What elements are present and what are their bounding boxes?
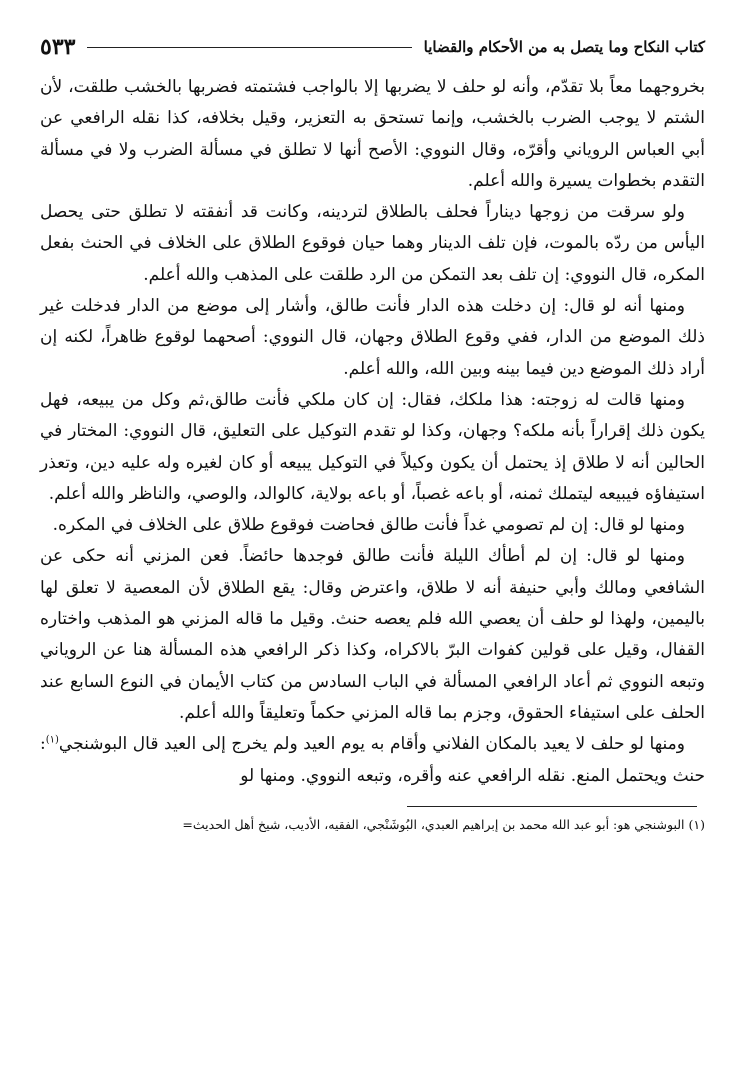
main-text [40, 72, 705, 792]
paragraph: ومنها قالت له زوجته: هذا ملكك، فقال: إن كان ملكي فأنت طالق،ثم وكل من يبيعه، فهل يكون ذلك إقراراً بأنه ملكه؟ وجهان، وكذا لو تقدم التوكيل على التعليق، قال النووي: المختار في الحالين أنه لا طلاق إذ يحتمل أن يكون وكيلاً في التوكيل يبيعه أو كان لغيره وله عليه دين، وتعذر استيفاؤه فيبيعه ليتملك ثمنه، أو باعه غصباً، أو باعه بولاية، كالوالد، والوصي، والناظر والله أعلم. [40, 389, 705, 504]
running-header [40, 30, 705, 64]
paragraph-tail: : حنث ويحتمل المنع. نقله الرافعي عنه وأقره، وتبعه النووي. ومنها لو [40, 734, 705, 786]
paragraph-text: ومنها لو حلف لا يعيد بالمكان الفلاني وأقام به يوم العيد ولم يخرج إلى العيد قال البوشنجي [58, 734, 685, 755]
footnote-divider [407, 806, 697, 807]
footnote: (١) البوشنجي هو: أبو عبد الله محمد بن إبراهيم العبدي، البُوشَنْجي، الفقيه، الأديب، شيخ أهل الحديث= [182, 816, 705, 832]
paragraph: ولو سرقت من زوجها ديناراً فحلف بالطلاق لتردينه، وكانت قد أنفقته لا تطلق حتى يحصل اليأس من ردّه بالموت، فإن تلف الدينار وهما حيان فوقوع الطلاق على الخلاف في الحنث بفعل المكره، قال النووي: إن تلف بعد التمكن من الرد طلقت على المذهب والله أعلم. [40, 202, 705, 285]
paragraph: ومنها لو قال: إن لم تصومي غداً فأنت طالق فحاضت فوقوع طلاق على الخلاف في المكره. [52, 515, 685, 536]
page [40, 30, 705, 835]
paragraph: ومنها لو قال: إن لم أطأك الليلة فأنت طالق فوجدها حائضاً. فعن المزني أنه حكى عن الشافعي ومالك وأبي حنيفة أنه لا طلاق، واعترض وقال: يقع الطلاق لأن المعصية لا تعلق لها باليمين، ولهذا لو حلف أن يعصي الله فلم يعصه حنث. وقيل ما قاله المزني هو المذهب واختاره القفال، وقيل على قولين كفوات البرّ بالاكراه، وكذا ذكر الرافعي هذه المسألة هنا عن الروياني وتبعه النووي ثم أعاد الرافعي المسألة في الباب السادس من كتاب الأيمان في النوع السابع عند الحلف على استيفاء الحقوق، وجزم بما قاله المزني حكماً وتعليقاً والله أعلم. [40, 546, 705, 723]
page-number: ٥٣٣ [40, 34, 76, 60]
header-title: كتاب النكاح وما يتصل به من الأحكام والقضايا [423, 38, 705, 56]
paragraph: ومنها أنه لو قال: إن دخلت هذه الدار فأنت طالق، وأشار إلى موضع من الدار فدخلت غير ذلك الموضع من الدار، ففي وقوع الطلاق وجهان، قال النووي: أصحهما لوقوع ظاهراً، لكنه إن أراد ذلك الموضع دين فيما بينه وبين الله، والله أعلم. [40, 296, 705, 379]
footnote-reference[interactable]: (١) [45, 734, 59, 746]
paragraph: بخروجهما معاً بلا تقدّم، وأنه لو حلف لا يضربها إلا بالواجب فشتمته فضربها بالخشب طلقت، لأن الشتم لا يوجب الضرب بالخشب، وإنما تستحق به التعزير، وقيل بخلافه، كذا نقله الرافعي عن أبي العباس الروياني وأقرّه، وقال النووي: الأصح أنها لا تطلق في مسألة الضرب ولا في مسألة التقدم بخطوات يسيرة والله أعلم. [40, 77, 705, 191]
paragraph-last [40, 729, 705, 792]
header-rule [87, 47, 411, 48]
